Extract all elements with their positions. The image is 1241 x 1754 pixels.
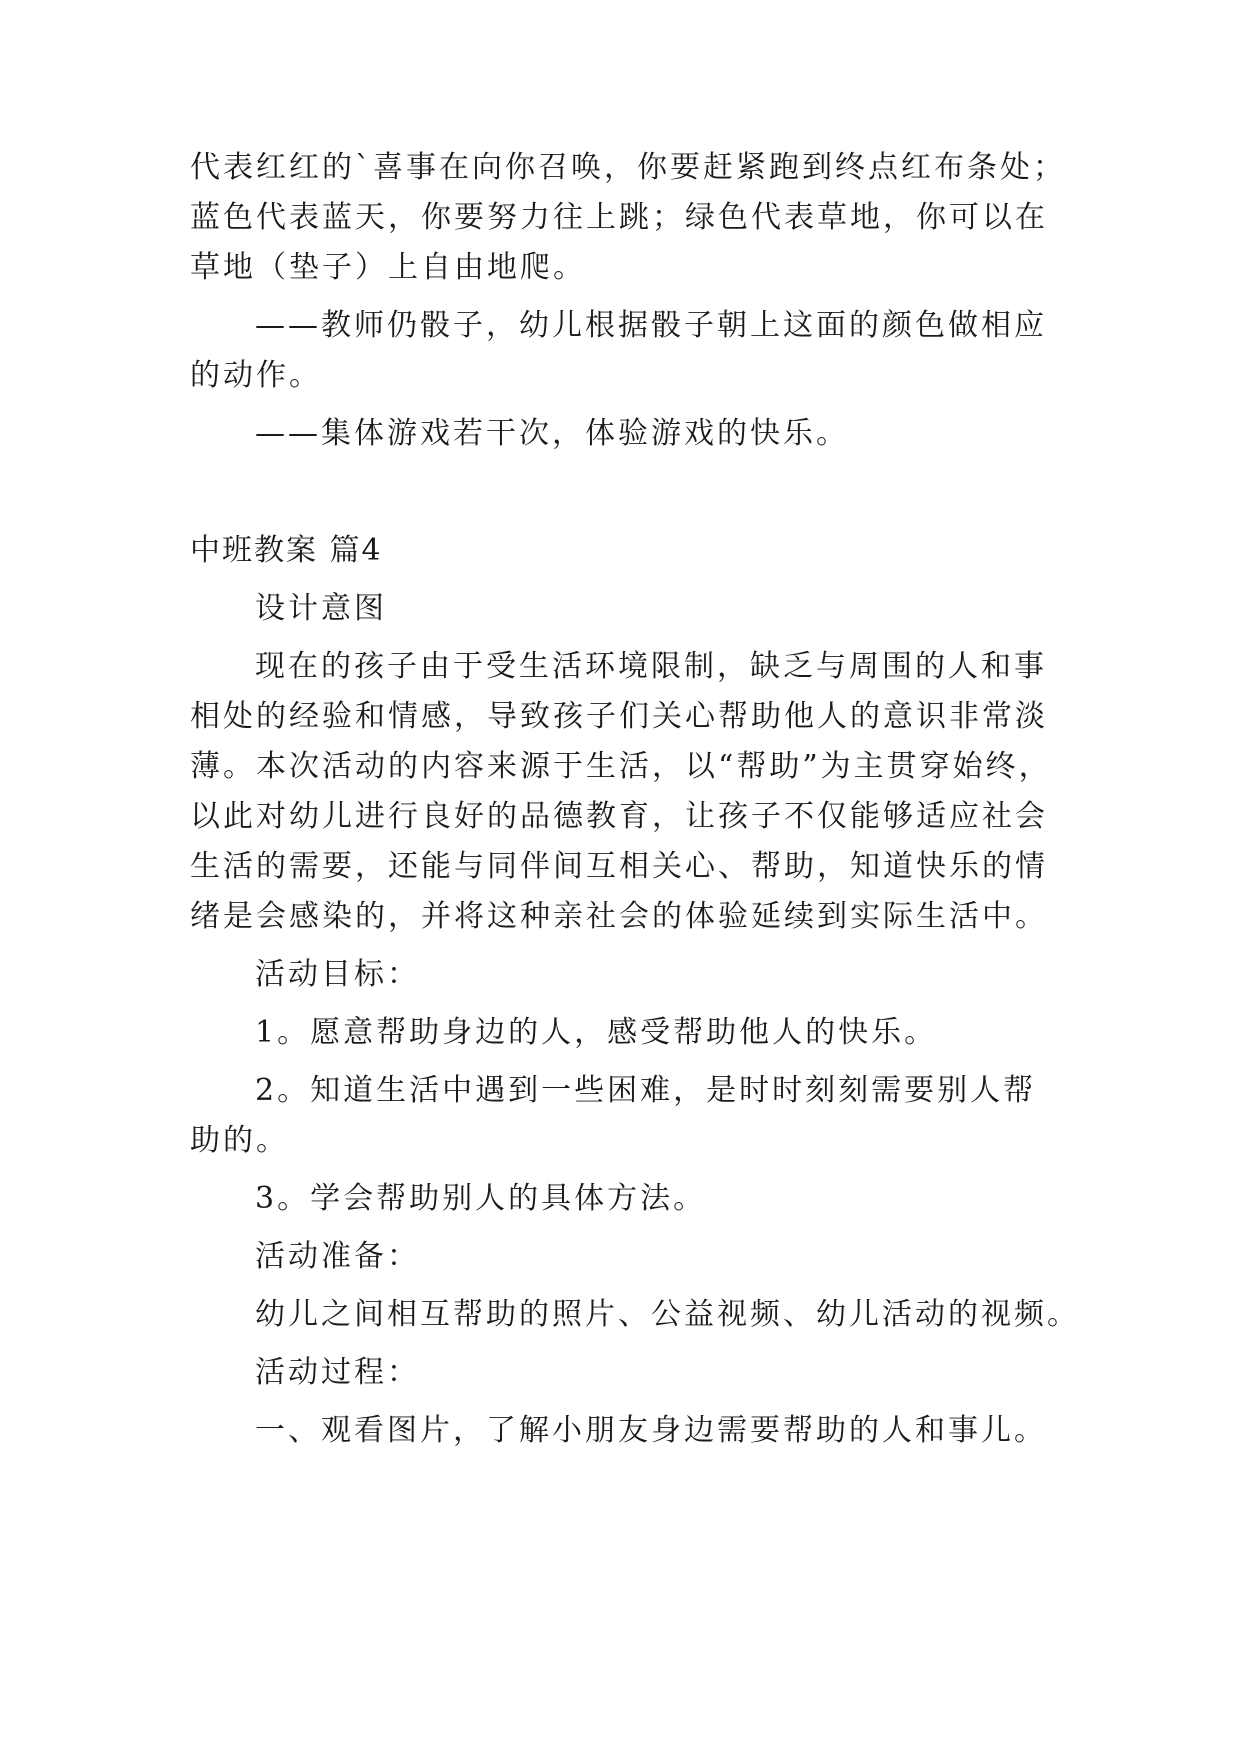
- text-line: 代表红红的`喜事在向你召唤，你要赶紧跑到终点红布条处；: [190, 150, 1066, 185]
- text-line: ——集体游戏若干次，体验游戏的快乐。: [255, 416, 849, 451]
- list-item-continued: 助的。: [190, 1123, 289, 1158]
- list-item: 1。愿意帮助身边的人，感受帮助他人的快乐。: [255, 1015, 938, 1050]
- text-line: 一、观看图片，了解小朋友身边需要帮助的人和事儿。: [255, 1413, 1047, 1448]
- text-line: 的动作。: [190, 358, 322, 393]
- text-line: 薄。本次活动的内容来源于生活，以“帮助”为主贯穿始终，: [190, 749, 1052, 784]
- text-line: 生活的需要，还能与同伴间互相关心、帮助，知道快乐的情: [190, 849, 1048, 884]
- text-line: ——教师仍骰子，幼儿根据骰子朝上这面的颜色做相应: [255, 308, 1047, 343]
- text-line: 现在的孩子由于受生活环境限制，缺乏与周围的人和事: [255, 649, 1047, 684]
- text-line: 蓝色代表蓝天，你要努力往上跳；绿色代表草地，你可以在: [190, 200, 1048, 235]
- list-item: 2。知道生活中遇到一些困难，是时时刻刻需要别人帮: [255, 1073, 1037, 1108]
- text-line: 相处的经验和情感，导致孩子们关心帮助他人的意识非常淡: [190, 699, 1048, 734]
- list-item: 3。学会帮助别人的具体方法。: [255, 1181, 707, 1216]
- subheading: 设计意图: [255, 591, 387, 626]
- text-line: 幼儿之间相互帮助的照片、公益视频、幼儿活动的视频。: [255, 1297, 1080, 1332]
- subheading: 活动过程：: [255, 1355, 420, 1390]
- section-heading: 中班教案 篇4: [190, 533, 383, 568]
- text-line: 以此对幼儿进行良好的品德教育，让孩子不仅能够适应社会: [190, 799, 1048, 834]
- text-line: 绪是会感染的，并将这种亲社会的体验延续到实际生活中。: [190, 899, 1048, 934]
- subheading: 活动目标：: [255, 957, 420, 992]
- subheading: 活动准备：: [255, 1239, 420, 1274]
- text-line: 草地（垫子）上自由地爬。: [190, 250, 586, 285]
